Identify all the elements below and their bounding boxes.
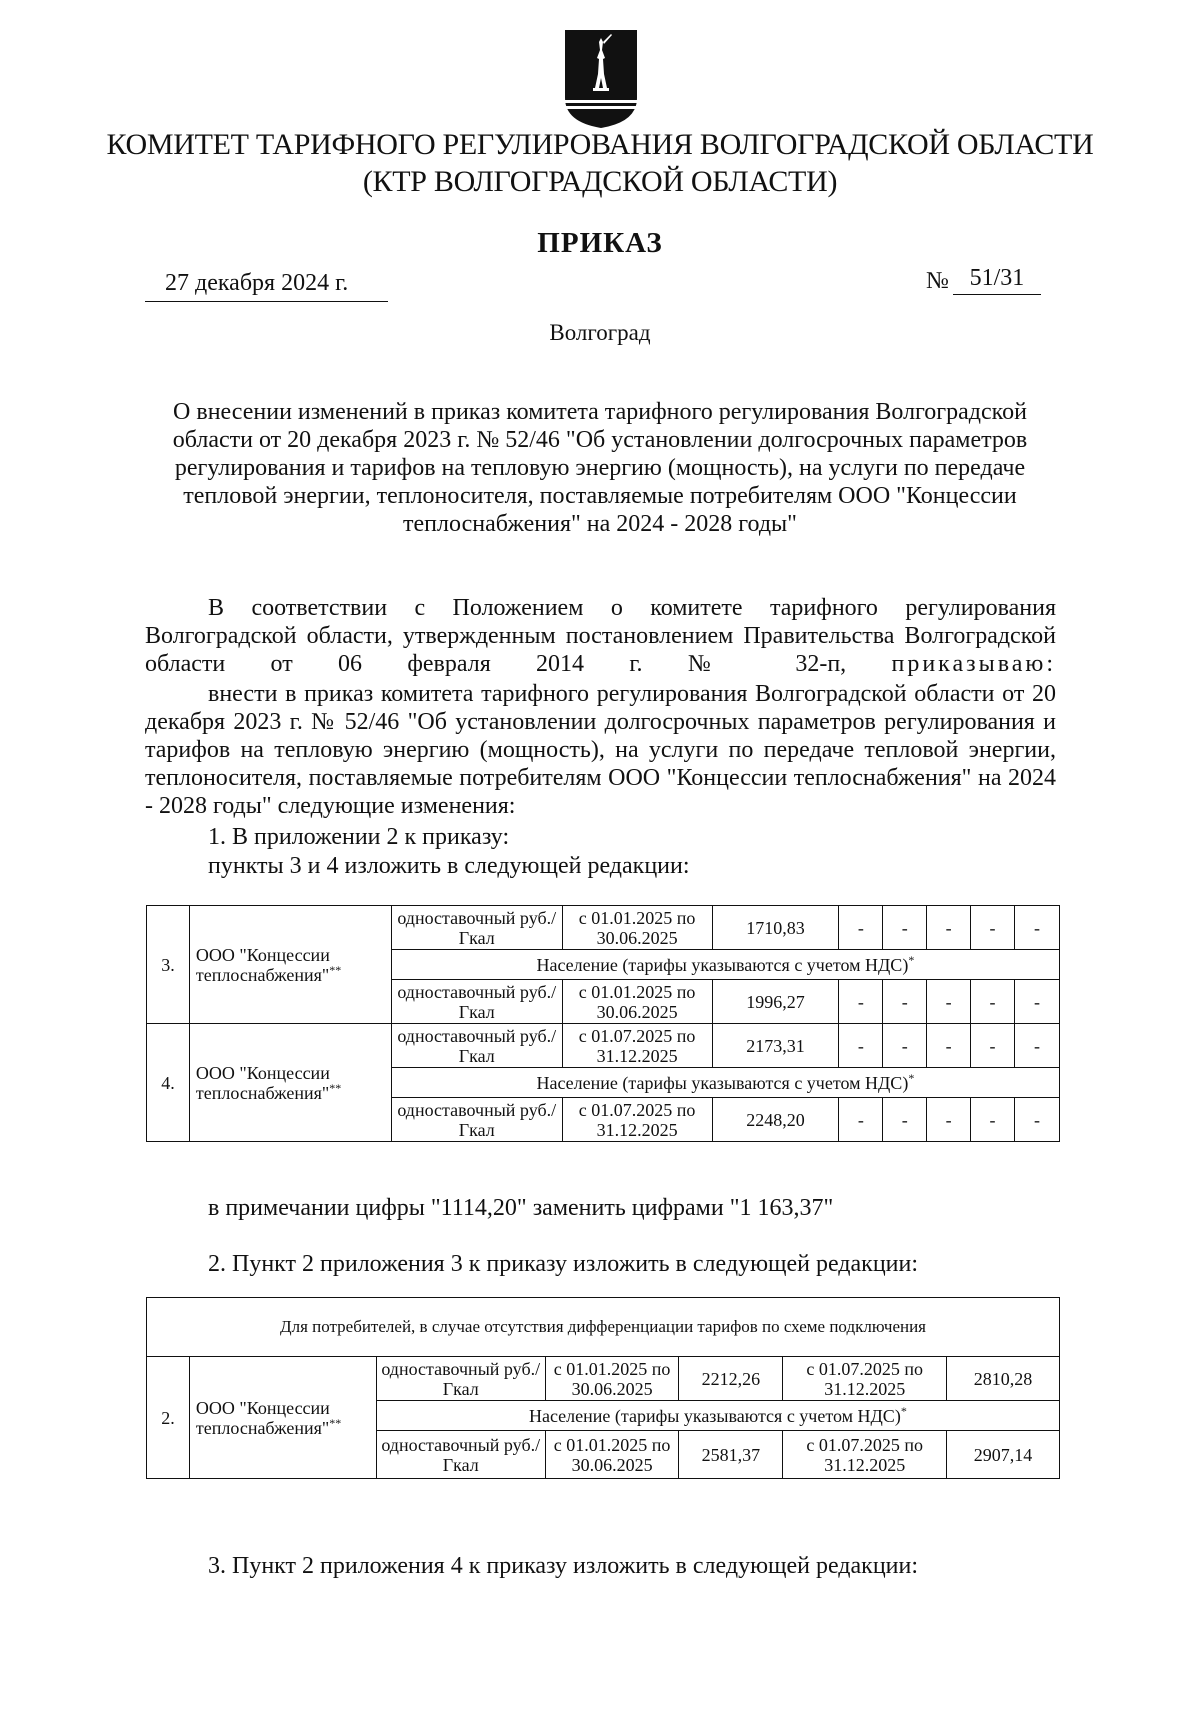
row-number-cell: 2. — [147, 1357, 190, 1479]
tariff-value-cell: 2810,28 — [947, 1357, 1060, 1401]
organization-cell: ООО "Концессии теплоснабжения"** — [189, 906, 391, 1024]
dash-cell: - — [839, 1024, 883, 1068]
double-asterisk-mark: ** — [329, 1415, 342, 1430]
row-number-cell: 3. — [147, 906, 190, 1024]
order-date: 27 декабря 2024 г. — [145, 270, 388, 302]
order-subject: О внесении изменений в приказ комитета тарифного регулирования Волгоградской области от 20 декабря 2023 г. № 52/46 "Об установлении долгосрочных параметров регулирования и тарифов на тепловую энергию (мощность), на услуги по передаче тепловой энергии, теплоносителя, поставляемые потребителям ООО "Концессии теплоснабжения" на 2024 - 2028 годы" — [172, 399, 1028, 537]
dash-cell: - — [927, 906, 971, 950]
dash-cell: - — [927, 1098, 971, 1142]
asterisk-mark: * — [900, 1403, 907, 1418]
dash-cell: - — [971, 980, 1015, 1024]
preamble-text: В соответствии с Положением о комитете тарифного регулирования Волгоградской области, утвержденным постановлением Правительства Волгоградской области от 06 февраля 2014 г. № 32-п, — [145, 595, 1056, 677]
tariff-type-cell: одноставочный руб./Гкал — [376, 1431, 545, 1479]
period-cell: с 01.07.2025 по 31.12.2025 — [783, 1431, 947, 1479]
tariff-table-appendix2 — [146, 905, 1060, 1142]
item3-heading: 3. Пункт 2 приложения 4 к приказу изложить в следующей редакции: — [208, 1553, 919, 1579]
dash-cell: - — [883, 1098, 927, 1142]
table-row — [147, 1357, 1060, 1401]
asterisk-mark: * — [908, 952, 915, 967]
period-cell: с 01.07.2025 по 31.12.2025 — [783, 1357, 947, 1401]
table-row — [147, 906, 1060, 950]
order-number-block — [926, 265, 1041, 295]
row-number-cell: 4. — [147, 1024, 190, 1142]
tariff-type-cell: одноставочный руб./Гкал — [376, 1357, 545, 1401]
organization-cell: ООО "Концессии теплоснабжения"** — [189, 1357, 376, 1479]
dash-cell: - — [927, 980, 971, 1024]
note-change-line: в примечании цифры "1114,20" заменить цифрами "1 163,37" — [208, 1195, 834, 1221]
organization-name-line2: (КТР ВОЛГОГРАДСКОЙ ОБЛАСТИ) — [362, 165, 838, 198]
tariff-value-cell: 1996,27 — [712, 980, 839, 1024]
dash-cell: - — [883, 980, 927, 1024]
preamble-paragraph — [145, 594, 1056, 678]
city-name: Волгоград — [549, 320, 651, 345]
double-asterisk-mark: ** — [329, 962, 342, 977]
period-cell: с 01.07.2025 по 31.12.2025 — [562, 1098, 712, 1142]
table-row — [147, 1024, 1060, 1068]
period-cell: с 01.01.2025 по 30.06.2025 — [545, 1357, 679, 1401]
item2-heading: 2. Пункт 2 приложения 3 к приказу изложить в следующей редакции: — [208, 1251, 919, 1277]
table-row — [147, 1298, 1060, 1357]
number-sign: № — [926, 268, 949, 294]
tariff-type-cell: одноставочный руб./Гкал — [391, 1024, 562, 1068]
dash-cell: - — [883, 906, 927, 950]
asterisk-mark: * — [908, 1070, 915, 1085]
dash-cell: - — [883, 1024, 927, 1068]
dash-cell: - — [839, 906, 883, 950]
item1-heading: 1. В приложении 2 к приказу: — [208, 824, 510, 850]
dash-cell: - — [839, 1098, 883, 1142]
population-label-cell: Население (тарифы указываются с учетом НДС)* — [391, 950, 1059, 980]
table-header-cell: Для потребителей, в случае отсутствия дифференциации тарифов по схеме подключения — [147, 1298, 1060, 1357]
dash-cell: - — [839, 980, 883, 1024]
population-label-cell: Население (тарифы указываются с учетом НДС)* — [376, 1401, 1059, 1431]
tariff-type-cell: одноставочный руб./Гкал — [391, 1098, 562, 1142]
population-label-cell: Население (тарифы указываются с учетом НДС)* — [391, 1068, 1059, 1098]
dash-cell: - — [1014, 1024, 1059, 1068]
tariff-value-cell: 1710,83 — [712, 906, 839, 950]
period-cell: с 01.01.2025 по 30.06.2025 — [562, 980, 712, 1024]
period-cell: с 01.01.2025 по 30.06.2025 — [562, 906, 712, 950]
tariff-value-cell: 2212,26 — [679, 1357, 783, 1401]
tariff-value-cell: 2248,20 — [712, 1098, 839, 1142]
organization-name-line1: КОМИТЕТ ТАРИФНОГО РЕГУЛИРОВАНИЯ ВОЛГОГРАДСКОЙ ОБЛАСТИ — [106, 128, 1094, 161]
preamble-order-word: приказываю: — [891, 651, 1056, 677]
dash-cell: - — [971, 1098, 1015, 1142]
coat-of-arms-emblem — [563, 28, 639, 130]
organization-cell: ООО "Концессии теплоснабжения"** — [189, 1024, 391, 1142]
order-number: 51/31 — [953, 265, 1041, 295]
tariff-table-appendix3 — [146, 1297, 1060, 1479]
period-cell: с 01.07.2025 по 31.12.2025 — [562, 1024, 712, 1068]
document-title: ПРИКАЗ — [537, 227, 663, 259]
tariff-type-cell: одноставочный руб./Гкал — [391, 906, 562, 950]
period-cell: с 01.01.2025 по 30.06.2025 — [545, 1431, 679, 1479]
dash-cell: - — [971, 906, 1015, 950]
dash-cell: - — [927, 1024, 971, 1068]
double-asterisk-mark: ** — [329, 1080, 342, 1095]
dash-cell: - — [971, 1024, 1015, 1068]
dash-cell: - — [1014, 1098, 1059, 1142]
dash-cell: - — [1014, 980, 1059, 1024]
item1-subheading: пункты 3 и 4 изложить в следующей редакции: — [208, 853, 690, 879]
amendment-paragraph: внести в приказ комитета тарифного регулирования Волгоградской области от 20 декабря 2023 г. № 52/46 "Об установлении долгосрочных параметров регулирования и тарифов на тепловую энергию (мощность), на услуги по передаче тепловой энергии, теплоносителя, поставляемые потребителям ООО "Концессии теплоснабжения" на 2024 - 2028 годы" следующие изменения: — [145, 681, 1056, 819]
tariff-type-cell: одноставочный руб./Гкал — [391, 980, 562, 1024]
tariff-value-cell: 2173,31 — [712, 1024, 839, 1068]
tariff-value-cell: 2907,14 — [947, 1431, 1060, 1479]
tariff-value-cell: 2581,37 — [679, 1431, 783, 1479]
dash-cell: - — [1014, 906, 1059, 950]
